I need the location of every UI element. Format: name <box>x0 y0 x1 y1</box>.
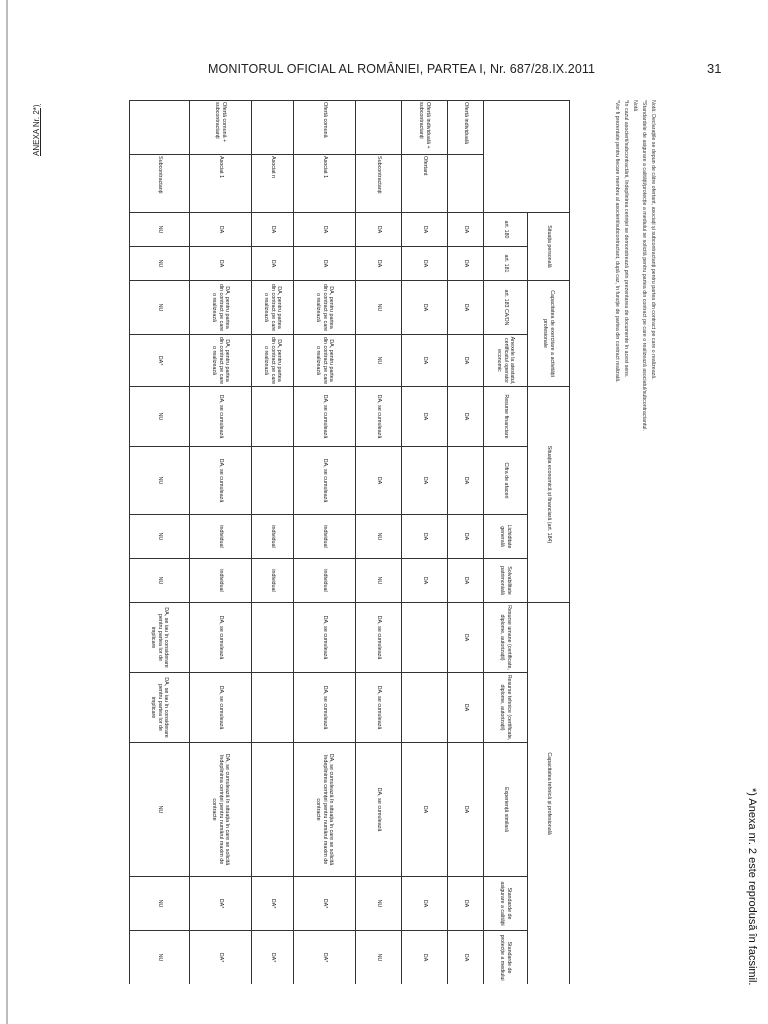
table-cell-env: NU <box>130 931 190 984</box>
table-cell-a180: DA <box>448 213 484 247</box>
table-cell-qual: DA* <box>252 877 294 931</box>
table-cell-env: DA <box>402 931 448 984</box>
table-cell-col2: Ofertant <box>402 155 448 213</box>
column-header: art. 183 CA/DN <box>484 281 528 335</box>
table-cell-a180: DA <box>294 213 356 247</box>
table-cell-tech: DA, se iau în considerare pentru partea lor de implicare <box>130 673 190 743</box>
table-cell-col1: Ofertă comună <box>294 101 356 155</box>
table-cell-liq: NU <box>130 515 190 559</box>
table-cell-turnover: DA, se cumulează <box>294 447 356 515</box>
column-header: Standarde de asigurare a calității <box>484 877 528 931</box>
table-cell-a181: DA <box>252 247 294 281</box>
column-header: Experiență similară <box>484 743 528 877</box>
table-cell-env: DA* <box>190 931 252 984</box>
annex-label: ANEXA Nr. 2*) <box>32 104 41 156</box>
column-header: Resurse tehnice (certificate, diplome, autorizații) <box>484 673 528 743</box>
table-cell-solv: individual <box>190 559 252 603</box>
table-cell-a181: DA <box>448 247 484 281</box>
table-cell-exp: NU <box>130 743 190 877</box>
table-cell-annex: DA <box>448 335 484 387</box>
table-cell-solv: individual <box>294 559 356 603</box>
table-cell-annex: DA, pentru partea din contract pe care o realizează <box>190 335 252 387</box>
column-header: art. 181 <box>484 247 528 281</box>
table-cell-a183: DA <box>402 281 448 335</box>
table-cell-fiscal: DA <box>402 387 448 447</box>
table-cell-tech: DA, se cumulează <box>356 673 402 743</box>
table-cell-tech: DA <box>448 673 484 743</box>
table-cell-env: DA* <box>294 931 356 984</box>
table-cell-solv: NU <box>130 559 190 603</box>
column-header: Lichiditate generală <box>484 515 528 559</box>
table-cell-solv: individual <box>252 559 294 603</box>
table-cell-qual: DA* <box>190 877 252 931</box>
table-cell-exp: DA, se cumulează în situația în care se solicită îndeplinirea cerinței pentru numărul maxim de contracte <box>190 743 252 877</box>
page-number: 31 <box>707 61 722 76</box>
table-cell-liq: individual <box>190 515 252 559</box>
table-cell-annex: DA* <box>130 335 190 387</box>
table-cell-human: DA, se cumulează <box>356 603 402 673</box>
table-cell-solv: DA <box>448 559 484 603</box>
table-cell-a181: DA <box>402 247 448 281</box>
table-cell-human: DA, se cumulează <box>294 603 356 673</box>
table-cell-env: DA <box>448 931 484 984</box>
footnote-line: *Vor fi prezentate pentru fiecare membru al asocierii/subcontractant, după caz, în funcție de partea din contract realizată. <box>614 100 620 383</box>
column-header: Resurse financiare <box>484 387 528 447</box>
table-cell-human: DA, se cumulează <box>190 603 252 673</box>
table-cell-a181: DA <box>294 247 356 281</box>
table-cell-human: DA, se iau în considerare pentru partea lor de implicare <box>130 603 190 673</box>
table-cell-a180: NU <box>130 213 190 247</box>
group-header: Capacitatea tehnică și profesională <box>528 603 570 984</box>
table-cell-solv: DA <box>402 559 448 603</box>
column-header: Solvabilitate patrimonială <box>484 559 528 603</box>
table-cell-fiscal: DA <box>448 387 484 447</box>
column-header: art. 180 <box>484 213 528 247</box>
table-cell-env: DA* <box>252 931 294 984</box>
column-header: Standarde de protecție a mediului <box>484 931 528 984</box>
table-cell-col1: Ofertă individuală + subcontractanți <box>402 101 448 155</box>
table-cell-fiscal: DA, se cumulează <box>294 387 356 447</box>
table-cell-annex: NU <box>356 335 402 387</box>
table-cell-a183: DA, pentru partea din contract pe care o realizează <box>294 281 356 335</box>
table-cell-exp: DA, se cumulează în situația în care se solicită îndeplinirea cerinței pentru numărul maxim de contracte <box>294 743 356 877</box>
table-cell-fiscal: DA, se cumulează <box>190 387 252 447</box>
table-cell-exp: DA <box>448 743 484 877</box>
table-cell-annex: DA, pentru partea din contract pe care o realizează <box>294 335 356 387</box>
column-header: Resurse umane (certificate, diplome, autorizații) <box>484 603 528 673</box>
table-cell-col1: Ofertă individuală <box>448 101 484 155</box>
table-cell-annex: DA <box>402 335 448 387</box>
group-header: Situația personală <box>528 213 570 281</box>
footnote-line: *Standardele de asigurare a calității/protecție a mediului se solicită pentru partea din contract pe care o realizează asociatul/subcontractantul. <box>641 100 647 431</box>
table-cell-liq: individual <box>294 515 356 559</box>
table-cell-turnover: NU <box>130 447 190 515</box>
table-cell-a180: DA <box>356 213 402 247</box>
table-cell-a183: DA, pentru partea din contract pe care o realizează <box>190 281 252 335</box>
column-header: Cifra de afaceri <box>484 447 528 515</box>
table-cell-col2: Subcontractanți <box>130 155 190 213</box>
table-cell-exp: DA, se cumulează <box>356 743 402 877</box>
table-cell-liq: NU <box>356 515 402 559</box>
footnote-line: Notă <box>632 100 638 112</box>
table-cell-annex: DA, pentru partea din contract pe care o realizează <box>252 335 294 387</box>
table-cell-fiscal: NU <box>130 387 190 447</box>
table-cell-a183: DA, pentru partea din contract pe care o realizează <box>252 281 294 335</box>
table-cell-liq: DA <box>402 515 448 559</box>
table-cell-tech: DA, se cumulează <box>294 673 356 743</box>
table-cell-col2: Asociat 1 <box>190 155 252 213</box>
gazette-header-title: MONITORUL OFICIAL AL ROMÂNIEI, PARTEA I, Nr. 687/28.IX.2011 <box>208 62 596 76</box>
table-cell-turnover: DA <box>402 447 448 515</box>
table-cell-col1: Ofertă comună + subcontractanți <box>190 101 252 155</box>
table-cell-col2: Asociat 1 <box>294 155 356 213</box>
table-cell-tech: DA, se cumulează <box>190 673 252 743</box>
table-cell-liq: DA <box>448 515 484 559</box>
table-cell-fiscal: DA, se cumulează <box>356 387 402 447</box>
table-cell-qual: NU <box>356 877 402 931</box>
table-cell-a183: NU <box>130 281 190 335</box>
table-cell-qual: NU <box>130 877 190 931</box>
table-cell-human: DA <box>448 603 484 673</box>
table-cell-qual: DA* <box>294 877 356 931</box>
table-cell-col2: Subcontractanți <box>356 155 402 213</box>
table-cell-a181: NU <box>130 247 190 281</box>
table-cell-a181: DA <box>356 247 402 281</box>
table-cell-liq: individual <box>252 515 294 559</box>
table-cell-a181: DA <box>190 247 252 281</box>
group-header: Situația economică și financiară (art. 184) <box>528 387 570 603</box>
table-cell-env: NU <box>356 931 402 984</box>
footnote-line: Notă: Declarațiile se depun de către ofertant, asociați și subcontractanți pentru partea din contract pe care o realizează. <box>650 100 656 380</box>
column-header: Anexele la atestatul, certificatul operator economic <box>484 335 528 387</box>
table-cell-a180: DA <box>190 213 252 247</box>
table-cell-a183: NU <box>356 281 402 335</box>
table-cell-turnover: DA <box>356 447 402 515</box>
table-cell-a183: DA <box>448 281 484 335</box>
table-cell-solv: NU <box>356 559 402 603</box>
table-cell-qual: DA <box>448 877 484 931</box>
footnote-line: *În cazul asocierii/subcontractării, îndeplinirea cerinței se demonstrează prin prezentarea de documente în acest sens. <box>623 100 629 378</box>
table-cell-turnover: DA <box>448 447 484 515</box>
table-cell-turnover: DA, se cumulează <box>190 447 252 515</box>
facsimile-footer-note: *) Anexa nr. 2 este reprodusă în facsimil. <box>746 788 758 986</box>
table-cell-qual: DA <box>402 877 448 931</box>
table-cell-a180: DA <box>252 213 294 247</box>
table-cell-exp: DA <box>402 743 448 877</box>
group-header: Capacitatea de exercitare a activității profesionale <box>528 281 570 387</box>
table-cell-a180: DA <box>402 213 448 247</box>
table-cell-col2: Asociat n <box>252 155 294 213</box>
footnotes <box>588 100 668 980</box>
